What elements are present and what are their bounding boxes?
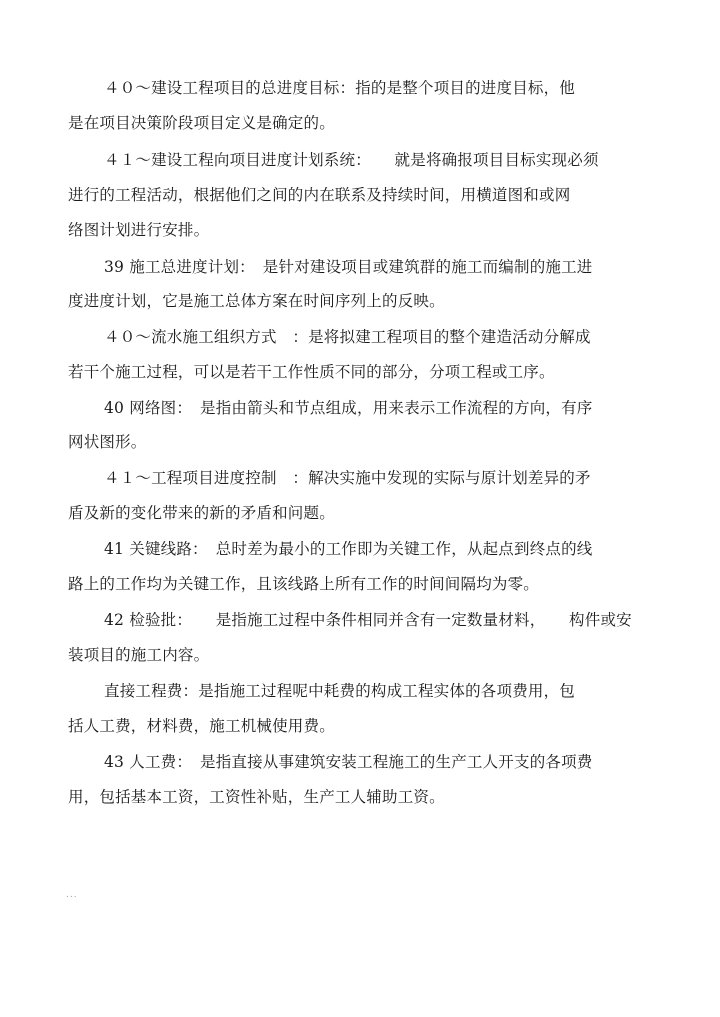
text-line: 网状图形。: [68, 433, 147, 451]
footer-mark: ...: [66, 890, 78, 900]
text-line: 进行的工程活动，根据他们之间的内在联系及持续时间，用横道图和或网: [68, 186, 571, 204]
text-line: 盾及新的变化带来的新的矛盾和问题。: [68, 504, 335, 522]
text-line: ４１～工程项目进度控制 ：解决实施中发现的实际与原计划差异的矛: [104, 469, 591, 487]
text-line: ４１～建设工程向项目进度计划系统： 就是将确报项目目标实现必须: [104, 151, 599, 169]
text-line: 度进度计划，它是施工总体方案在时间序列上的反映。: [68, 292, 445, 310]
text-line: 络图计划进行安排。: [68, 221, 210, 239]
text-line: 若干个施工过程，可以是若干工作性质不同的部分，分项工程或工序。: [68, 363, 555, 381]
text-line: 用，包括基本工资，工资性补贴，生产工人辅助工资。: [68, 788, 445, 806]
text-line: ４０～流水施工组织方式 ：是将拟建工程项目的整个建造活动分解成: [104, 328, 591, 346]
text-line: 39 施工总进度计划： 是针对建设项目或建筑群的施工而编制的施工进: [104, 258, 593, 276]
text-line: 40 网络图： 是指由箭头和节点组成，用来表示工作流程的方向，有序: [104, 399, 593, 417]
text-line: 是在项目决策阶段项目定义是确定的。: [68, 114, 335, 132]
text-line: 装项目的施工内容。: [68, 646, 210, 664]
text-line: 直接工程费：是指施工过程呢中耗费的构成工程实体的各项费用，包: [104, 682, 576, 700]
text-line: 42 检验批： 是指施工过程中条件相同并含有一定数量材料， 构件或安: [104, 611, 632, 629]
text-line: 41 关键线路： 总时差为最小的工作即为关键工作，从起点到终点的线: [104, 540, 593, 558]
text-line: 43 人工费： 是指直接从事建筑安装工程施工的生产工人开支的各项费: [104, 753, 593, 771]
text-line: ４０～建设工程项目的总进度目标：指的是整个项目的进度目标，他: [104, 79, 576, 97]
text-line: 括人工费，材料费，施工机械使用费。: [68, 717, 335, 735]
text-line: 路上的工作均为关键工作，且该线路上所有工作的时间间隔均为零。: [68, 575, 540, 593]
